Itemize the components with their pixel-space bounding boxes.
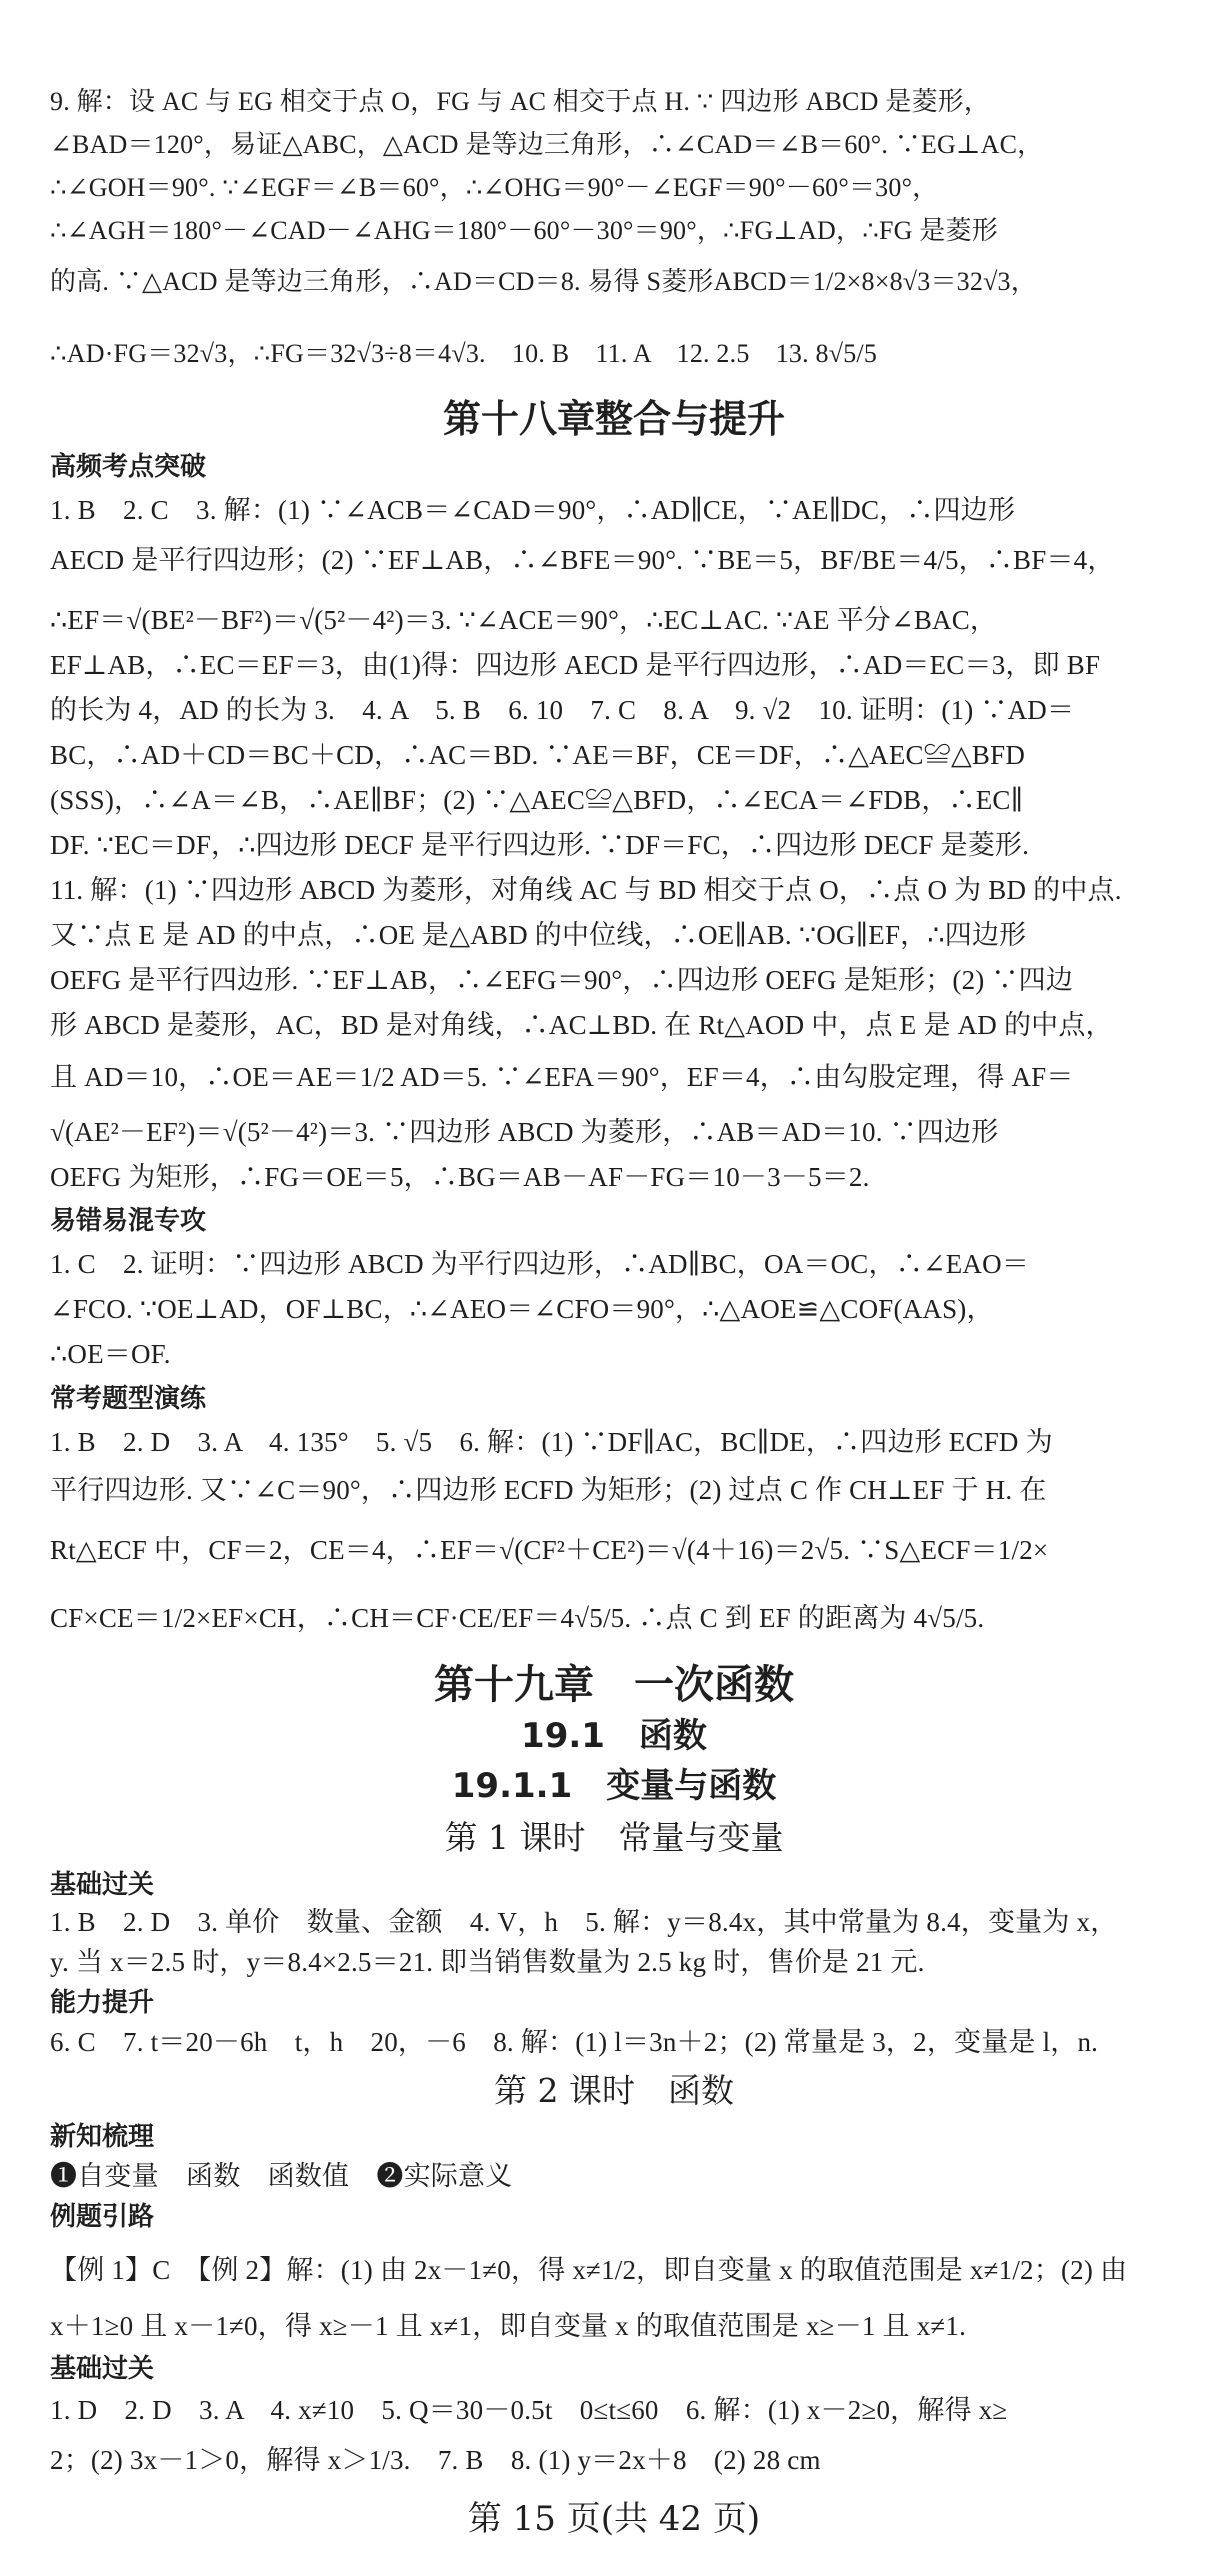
text-line: AECD 是平行四边形；(2) ∵EF⊥AB，∴∠BFE＝90°. ∵BE＝5，BF/BE＝4/5，∴BF＝4， bbox=[50, 545, 1115, 575]
chapter-19-title: 第十九章 一次函数 bbox=[434, 1662, 794, 1708]
chapter-18-title: 第十八章整合与提升 bbox=[442, 397, 785, 441]
section-heading: 例题引路 bbox=[50, 2201, 155, 2231]
lesson-title: 第 2 课时 函数 bbox=[494, 2071, 734, 2110]
section-heading: 高频考点突破 bbox=[50, 451, 207, 481]
text-line: Rt△ECF 中，CF＝2，CE＝4，∴EF＝√(CF²＋CE²)＝√(4＋16)＝2√5. ∵S△ECF＝1/2× bbox=[50, 1535, 1049, 1565]
text-line: 1. B 2. D 3. A 4. 135° 5. √5 6. 解：(1) ∵DF∥AC，BC∥DE，∴四边形 ECFD 为 bbox=[50, 1427, 1053, 1457]
section-heading: 易错易混专攻 bbox=[50, 1205, 207, 1235]
text-line: (SSS)，∴∠A＝∠B，∴AE∥BF；(2) ∵△AEC≌△BFD，∴∠ECA＝∠FDB，∴EC∥ bbox=[50, 785, 1024, 815]
text-line: 平行四边形. 又∵∠C＝90°，∴四边形 ECFD 为矩形；(2) 过点 C 作 CH⊥EF 于 H. 在 bbox=[50, 1475, 1047, 1505]
section-title: 19.1 函数 bbox=[521, 1716, 707, 1756]
text-line: ∴∠GOH＝90°. ∵∠EGF＝∠B＝60°，∴∠OHG＝90°－∠EGF＝90°－60°＝30°， bbox=[50, 173, 939, 202]
text-line: 【例 1】C 【例 2】解：(1) 由 2x－1≠0，得 x≠1/2，即自变量 x 的取值范围是 x≠1/2；(2) 由 bbox=[50, 2255, 1128, 2285]
text-line: ❶自变量 函数 函数值 ❷实际意义 bbox=[50, 2161, 513, 2191]
text-line: 11. 解：(1) ∵四边形 ABCD 为菱形，对角线 AC 与 BD 相交于点 O，∴点 O 为 BD 的中点. bbox=[50, 875, 1122, 905]
text-line: y. 当 x＝2.5 时，y＝8.4×2.5＝21. 即当销售数量为 2.5 kg 时，售价是 21 元. bbox=[50, 1947, 925, 1977]
page-footer: 第 15 页(共 42 页) bbox=[467, 2499, 761, 2539]
text-line: 9. 解：设 AC 与 EG 相交于点 O，FG 与 AC 相交于点 H. ∵ 四边形 ABCD 是菱形， bbox=[50, 87, 991, 116]
text-line: 且 AD＝10，∴OE＝AE＝1/2 AD＝5. ∵∠EFA＝90°，EF＝4，∴由勾股定理，得 AF＝ bbox=[50, 1062, 1074, 1092]
text-line: ∠FCO. ∵OE⊥AD，OF⊥BC，∴∠AEO＝∠CFO＝90°，∴△AOE≌△COF(AAS)， bbox=[50, 1294, 994, 1324]
lesson-title: 第 1 课时 常量与变量 bbox=[444, 1818, 784, 1857]
text-line: OEFG 为矩形，∴FG＝OE＝5，∴BG＝AB－AF－FG＝10－3－5＝2. bbox=[50, 1162, 870, 1192]
text-line: 又∵点 E 是 AD 的中点，∴OE 是△ABD 的中位线，∴OE∥AB. ∵OG∥EF，∴四边形 bbox=[50, 920, 1027, 950]
text-line: x＋1≥0 且 x－1≠0，得 x≥－1 且 x≠1，即自变量 x 的取值范围是 x≥－1 且 x≠1. bbox=[50, 2311, 967, 2341]
text-line: OEFG 是平行四边形. ∵EF⊥AB，∴∠EFG＝90°，∴四边形 OEFG 是矩形；(2) ∵四边 bbox=[50, 965, 1074, 995]
text-line: DF. ∵EC＝DF，∴四边形 DECF 是平行四边形. ∵DF＝FC，∴四边形 DECF 是菱形. bbox=[50, 830, 1030, 860]
text-line: 1. C 2. 证明：∵四边形 ABCD 为平行四边形，∴AD∥BC，OA＝OC，∴∠EAO＝ bbox=[50, 1249, 1030, 1279]
text-line: EF⊥AB，∴EC＝EF＝3，由(1)得：四边形 AECD 是平行四边形，∴AD＝EC＝3，即 BF bbox=[50, 650, 1101, 680]
text-line: 形 ABCD 是菱形，AC，BD 是对角线，∴AC⊥BD. 在 Rt△AOD 中，点 E 是 AD 的中点， bbox=[50, 1010, 1113, 1040]
text-line: 的长为 4，AD 的长为 3. 4. A 5. B 6. 10 7. C 8. A 9. √2 10. 证明：(1) ∵AD＝ bbox=[50, 695, 1075, 725]
text-line: 1. D 2. D 3. A 4. x≠10 5. Q＝30－0.5t 0≤t≤60 6. 解：(1) x－2≥0，解得 x≥ bbox=[50, 2395, 1008, 2425]
section-heading: 基础过关 bbox=[50, 1869, 155, 1899]
subsection-title: 19.1.1 变量与函数 bbox=[451, 1766, 777, 1806]
text-line: ∴∠AGH＝180°－∠CAD－∠AHG＝180°－60°－30°＝90°，∴FG⊥AD，∴FG 是菱形 bbox=[50, 216, 998, 245]
text-line: ∴OE＝OF. bbox=[50, 1339, 171, 1369]
text-line: 1. B 2. D 3. 单价 数量、金额 4. V，h 5. 解：y＝8.4x，其中常量为 8.4，变量为 x， bbox=[50, 1907, 1118, 1937]
section-heading: 新知梳理 bbox=[50, 2121, 155, 2151]
text-line: 6. C 7. t＝20－6h t，h 20，－6 8. 解：(1) l＝3n＋2；(2) 常量是 3，2，变量是 l，n. bbox=[50, 2027, 1099, 2057]
section-heading: 能力提升 bbox=[50, 1987, 155, 2017]
text-line: 2；(2) 3x－1＞0，解得 x＞1/3. 7. B 8. (1) y＝2x＋8 (2) 28 cm bbox=[50, 2445, 821, 2475]
text-line: 的高. ∵△ACD 是等边三角形，∴AD＝CD＝8. 易得 S菱形ABCD＝1/2×8×8√3＝32√3， bbox=[50, 267, 1037, 296]
text-line: ∴AD·FG＝32√3，∴FG＝32√3÷8＝4√3. 10. B 11. A 12. 2.5 13. 8√5/5 bbox=[50, 339, 878, 368]
text-line: √(AE²－EF²)＝√(5²－4²)＝3. ∵四边形 ABCD 为菱形，∴AB＝AD＝10. ∵四边形 bbox=[50, 1117, 999, 1147]
text-line: BC，∴AD＋CD＝BC＋CD，∴AC＝BD. ∵AE＝BF，CE＝DF，∴△AEC≌△BFD bbox=[50, 740, 1026, 770]
text-line: CF×CE＝1/2×EF×CH，∴CH＝CF·CE/EF＝4√5/5. ∴点 C 到 EF 的距离为 4√5/5. bbox=[50, 1603, 985, 1633]
text-line: ∠BAD＝120°，易证△ABC，△ACD 是等边三角形，∴∠CAD＝∠B＝60°. ∵EG⊥AC， bbox=[50, 130, 1044, 159]
text-line: ∴EF＝√(BE²－BF²)＝√(5²－4²)＝3. ∵∠ACE＝90°，∴EC⊥AC. ∵AE 平分∠BAC， bbox=[50, 605, 998, 635]
section-heading: 常考题型演练 bbox=[50, 1383, 207, 1413]
section-heading: 基础过关 bbox=[50, 2353, 155, 2383]
text-line: 1. B 2. C 3. 解：(1) ∵∠ACB＝∠CAD＝90°，∴AD∥CE，∵AE∥DC，∴四边形 bbox=[50, 495, 1016, 525]
